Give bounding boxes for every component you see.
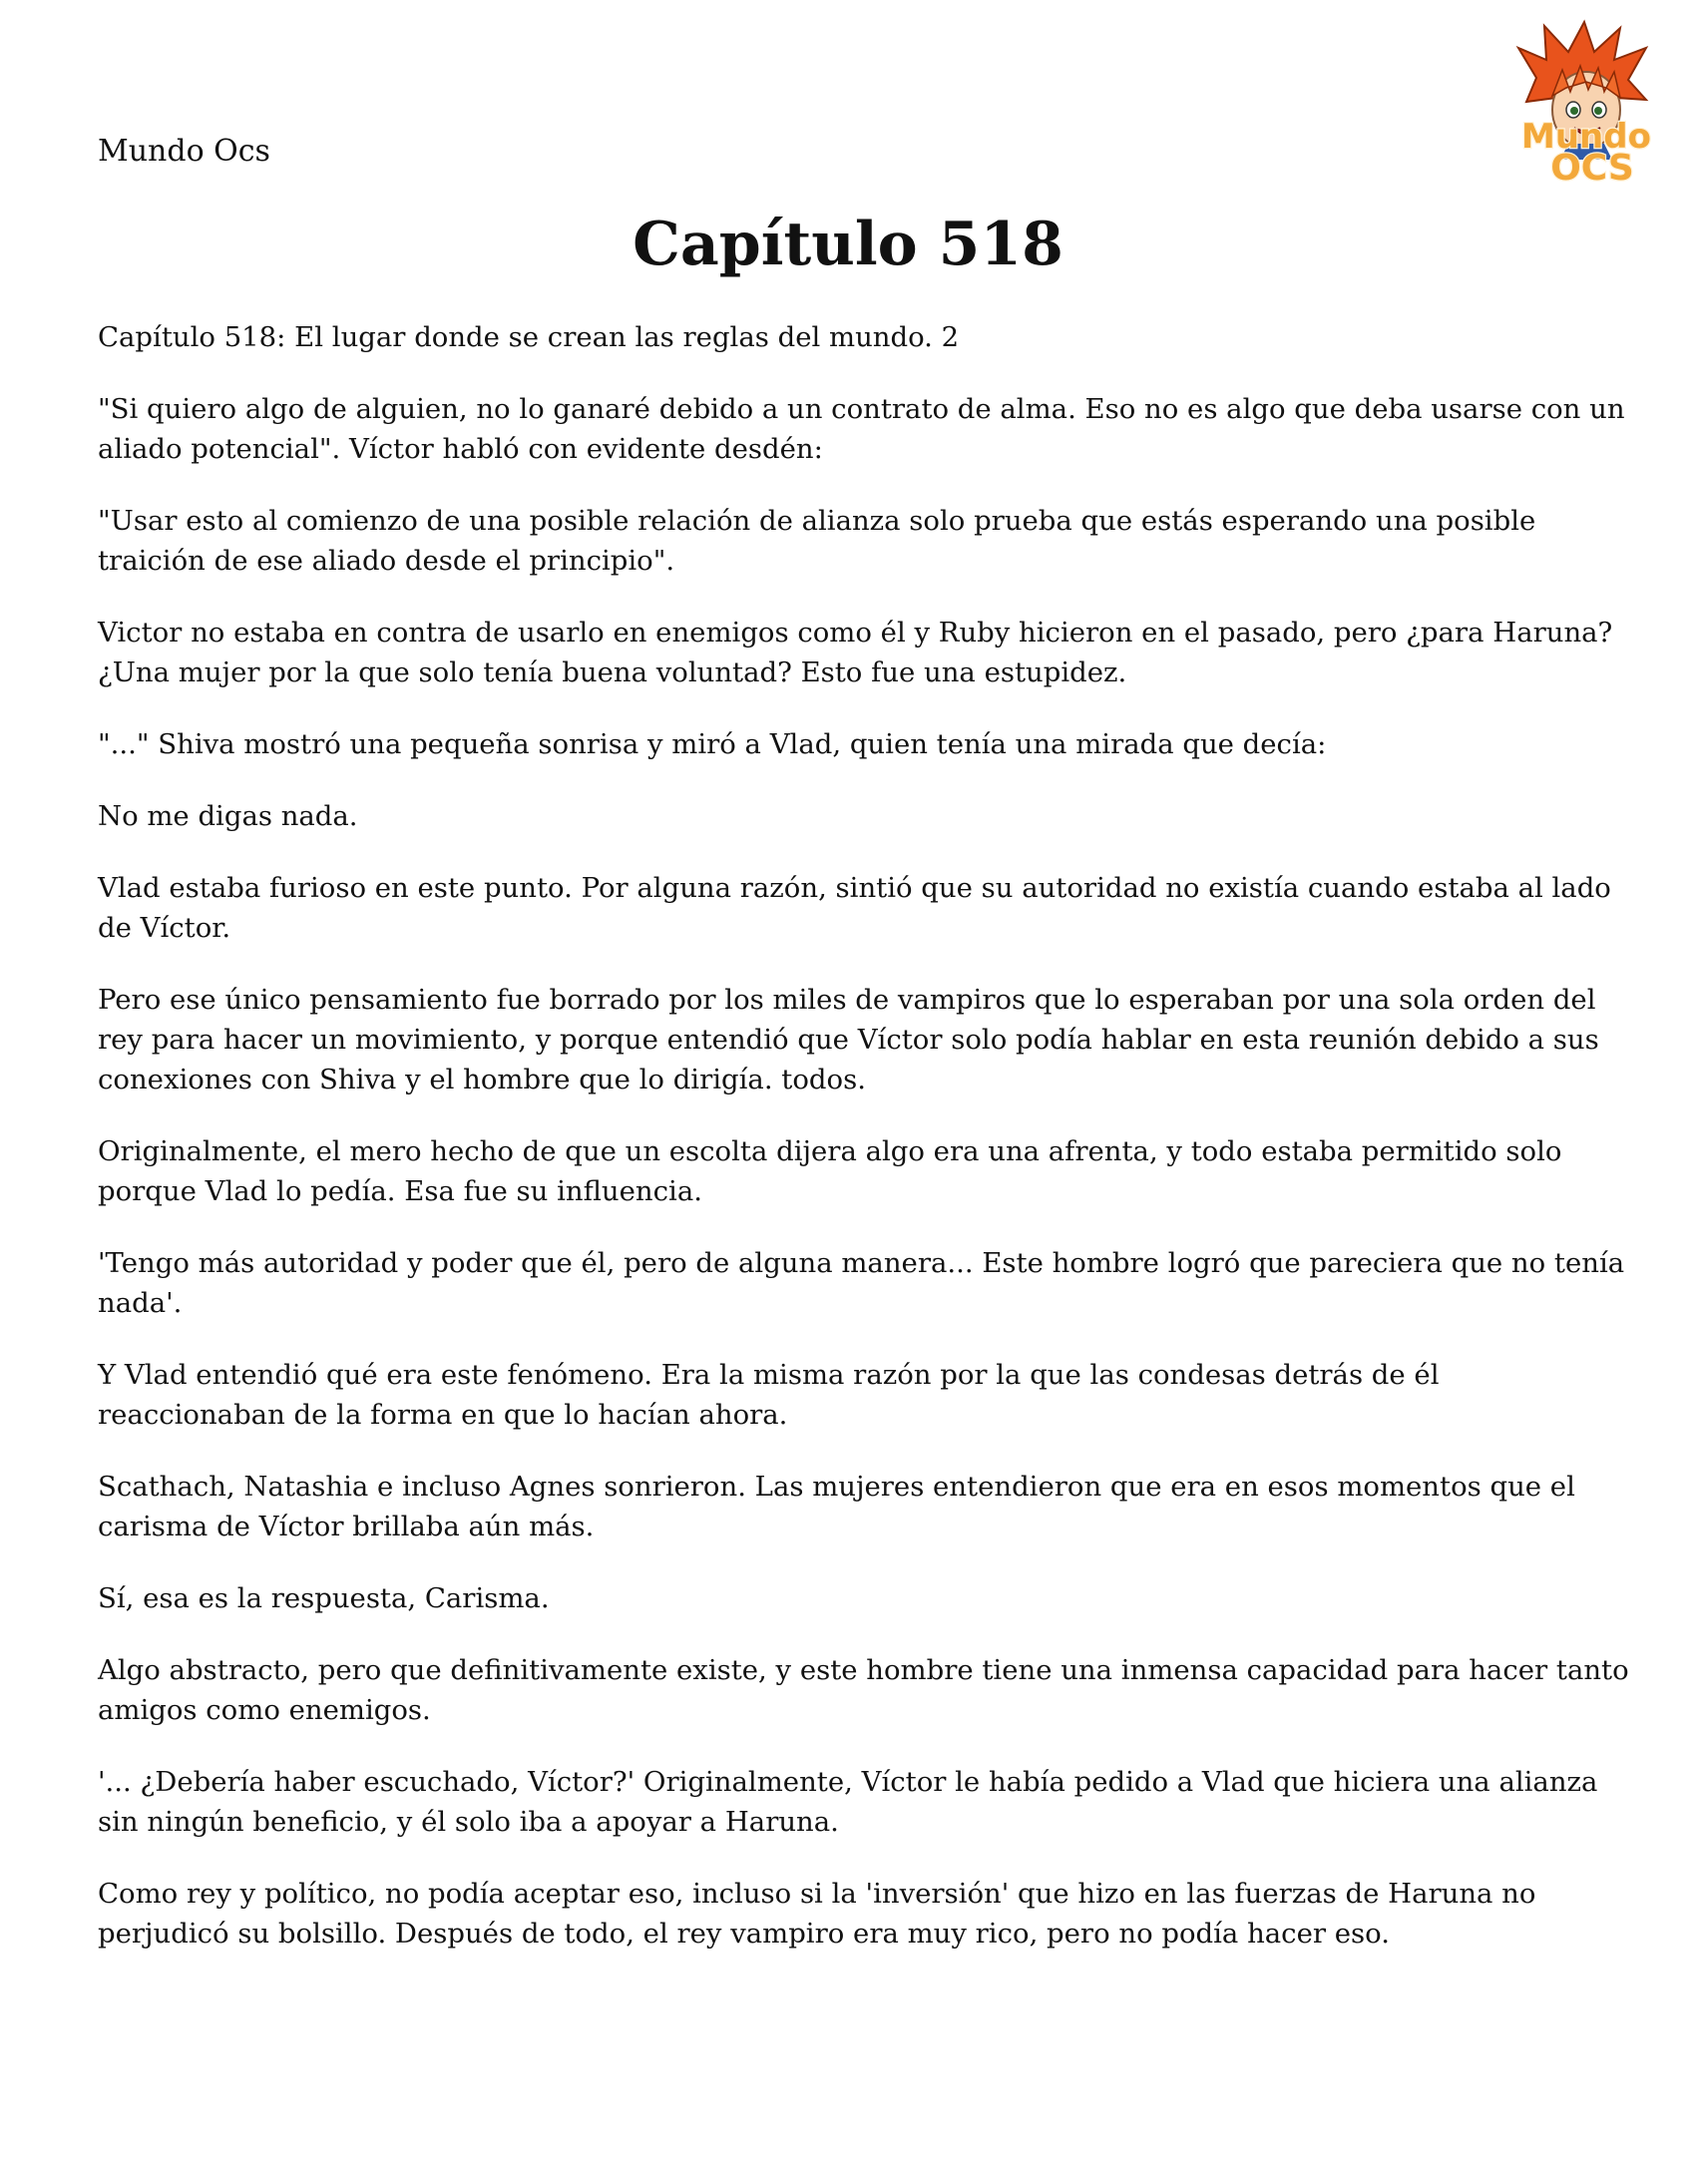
site-name: Mundo Ocs: [98, 134, 270, 169]
paragraph: Algo abstracto, pero que definitivamente existe, y este hombre tiene una inmensa capacidad para hacer tanto amigos como enemigos.: [98, 1654, 1629, 1726]
paragraph: Como rey y político, no podía aceptar eso, incluso si la 'inversión' que hizo en las fuerzas de Haruna no perjudicó su bolsillo. Después de todo, el rey vampiro era muy rico, pero no podía hacer eso.: [98, 1878, 1536, 1950]
paragraph: Y Vlad entendió qué era este fenómeno. Era la misma razón por la que las condesas detrás de él reaccionaban de la forma en que lo hacían ahora.: [98, 1359, 1440, 1431]
paragraph: Pero ese único pensamiento fue borrado por los miles de vampiros que lo esperaban por una sola orden del rey para hacer un movimiento, y porque entendió que Víctor solo podía hablar en esta reunión debido a sus conexiones con Shiva y el hombre que lo dirigía. todos.: [98, 984, 1599, 1095]
chapter-body: [98, 317, 1634, 1985]
paragraph: "..." Shiva mostró una pequeña sonrisa y miró a Vlad, quien tenía una mirada que decía:: [98, 728, 1327, 760]
paragraph: 'Tengo más autoridad y poder que él, pero de alguna manera... Este hombre logró que pareciera que no tenía nada'.: [98, 1247, 1625, 1319]
paragraph: Scathach, Natashia e incluso Agnes sonrieron. Las mujeres entendieron que era en esos momentos que el carisma de Víctor brillaba aún más.: [98, 1471, 1575, 1542]
paragraph: Victor no estaba en contra de usarlo en enemigos como él y Ruby hicieron en el pasado, pero ¿para Haruna? ¿Una mujer por la que solo tenía buena voluntad? Esto fue una estupidez.: [98, 617, 1613, 688]
paragraph: Originalmente, el mero hecho de que un escolta dijera algo era una afrenta, y todo estaba permitido solo porque Vlad lo pedía. Esa fue su influencia.: [98, 1135, 1562, 1207]
anime-mascot-logo-icon: [1496, 18, 1676, 193]
paragraph: No me digas nada.: [98, 800, 358, 832]
logo-text-top: Mundo: [1521, 117, 1651, 157]
chapter-title: Capítulo 518: [633, 210, 1063, 279]
paragraph: '... ¿Debería haber escuchado, Víctor?' Originalmente, Víctor le había pedido a Vlad que hiciera una alianza sin ningún beneficio, y él solo iba a apoyar a Haruna.: [98, 1766, 1598, 1838]
paragraph: Sí, esa es la respuesta, Carisma.: [98, 1582, 550, 1614]
mundo-ocs-logo: [1496, 18, 1676, 193]
paragraph: "Si quiero algo de alguien, no lo ganaré debido a un contrato de alma. Eso no es algo que deba usarse con un aliado potencial". Víctor habló con evidente desdén:: [98, 393, 1625, 465]
paragraph: Vlad estaba furioso en este punto. Por alguna razón, sintió que su autoridad no existía cuando estaba al lado de Víctor.: [98, 872, 1611, 944]
paragraph: Capítulo 518: El lugar donde se crean las reglas del mundo. 2: [98, 321, 960, 353]
paragraph: "Usar esto al comienzo de una posible relación de alianza solo prueba que estás esperando una posible traición de ese aliado desde el principio".: [98, 505, 1536, 577]
logo-text-bottom: OCS: [1550, 148, 1634, 189]
